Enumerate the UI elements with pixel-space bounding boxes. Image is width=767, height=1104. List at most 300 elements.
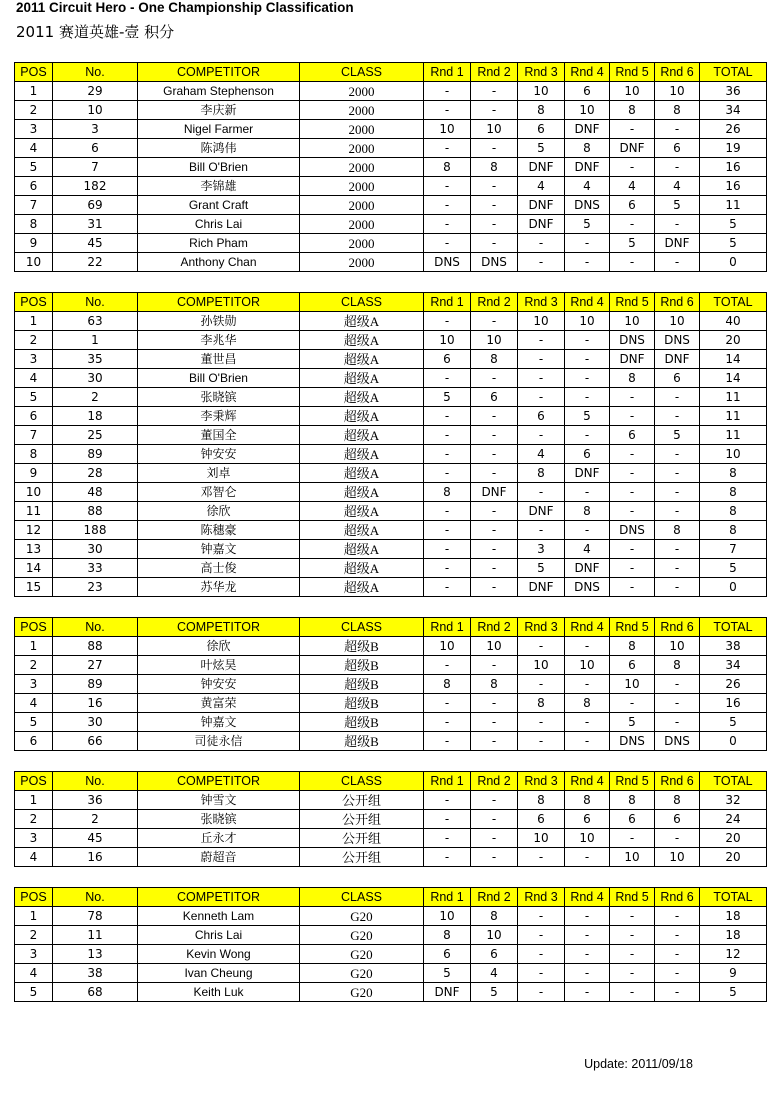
rnd4-cell: 10	[565, 101, 610, 120]
update-date: Update: 2011/09/18	[584, 1057, 693, 1071]
table-row	[15, 829, 767, 848]
competitor-cell: Kenneth Lam	[138, 907, 300, 926]
rnd2-cell: -	[471, 312, 518, 331]
total-cell: 8	[700, 483, 767, 502]
rnd3-cell: 10	[518, 829, 565, 848]
rnd6-cell: -	[655, 907, 700, 926]
rnd4-cell: -	[565, 331, 610, 350]
pos-cell: 2	[15, 810, 53, 829]
rnd3-cell: 5	[518, 559, 565, 578]
total-cell: 11	[700, 407, 767, 426]
rnd4-cell: -	[565, 675, 610, 694]
rnd5-cell: 10	[610, 848, 655, 867]
rnd1-cell: -	[424, 312, 471, 331]
table-row	[15, 331, 767, 350]
competitor-cell: 李秉辉	[138, 407, 300, 426]
rnd5-cell: 4	[610, 177, 655, 196]
header-row	[15, 293, 767, 312]
class-cell: 超级B	[300, 637, 424, 656]
class-cell: 超级A	[300, 331, 424, 350]
class-cell: 超级A	[300, 521, 424, 540]
competitor-cell: 李兆华	[138, 331, 300, 350]
class-cell: 2000	[300, 196, 424, 215]
class-cell: 超级A	[300, 312, 424, 331]
total-cell: 5	[700, 234, 767, 253]
rnd6-cell: -	[655, 945, 700, 964]
pos-cell: 9	[15, 464, 53, 483]
rnd5-cell: DNS	[610, 732, 655, 751]
column-header-rnd3: Rnd 3	[518, 293, 565, 312]
class-cell: 超级A	[300, 350, 424, 369]
rnd2-cell: -	[471, 713, 518, 732]
number-cell: 68	[53, 983, 138, 1002]
number-cell: 89	[53, 675, 138, 694]
total-cell: 8	[700, 464, 767, 483]
rnd3-cell: -	[518, 732, 565, 751]
rnd6-cell: -	[655, 483, 700, 502]
column-header-competitor: COMPETITOR	[138, 618, 300, 637]
page-title: 2011 Circuit Hero - One Championship Classification	[16, 0, 354, 15]
rnd2-cell: -	[471, 656, 518, 675]
column-header-total: TOTAL	[700, 63, 767, 82]
rnd4-cell: -	[565, 983, 610, 1002]
competitor-cell: 苏华龙	[138, 578, 300, 597]
rnd6-cell: -	[655, 713, 700, 732]
competitor-cell: 高士俊	[138, 559, 300, 578]
class-cell: 超级A	[300, 578, 424, 597]
rnd6-cell: DNF	[655, 350, 700, 369]
pos-cell: 6	[15, 732, 53, 751]
rnd3-cell: -	[518, 907, 565, 926]
rnd1-cell: -	[424, 578, 471, 597]
number-cell: 35	[53, 350, 138, 369]
rnd3-cell: 6	[518, 810, 565, 829]
rnd4-cell: DNF	[565, 559, 610, 578]
rnd5-cell: -	[610, 502, 655, 521]
rnd6-cell: -	[655, 158, 700, 177]
table-row	[15, 791, 767, 810]
number-cell: 38	[53, 964, 138, 983]
rnd5-cell: -	[610, 445, 655, 464]
column-header-rnd2: Rnd 2	[471, 293, 518, 312]
pos-cell: 11	[15, 502, 53, 521]
total-cell: 16	[700, 158, 767, 177]
rnd1-cell: -	[424, 713, 471, 732]
rnd6-cell: -	[655, 388, 700, 407]
class-cell: 超级B	[300, 713, 424, 732]
table-row	[15, 926, 767, 945]
table-row	[15, 675, 767, 694]
pos-cell: 10	[15, 483, 53, 502]
rnd2-cell: -	[471, 694, 518, 713]
column-header-pos: POS	[15, 772, 53, 791]
pos-cell: 4	[15, 369, 53, 388]
rnd1-cell: -	[424, 215, 471, 234]
pos-cell: 5	[15, 158, 53, 177]
rnd1-cell: -	[424, 559, 471, 578]
column-header-rnd3: Rnd 3	[518, 63, 565, 82]
rnd6-cell: 10	[655, 82, 700, 101]
column-header-rnd1: Rnd 1	[424, 293, 471, 312]
table-row	[15, 215, 767, 234]
rnd6-cell: -	[655, 926, 700, 945]
rnd1-cell: -	[424, 791, 471, 810]
table-row	[15, 983, 767, 1002]
competitor-cell: 钟嘉文	[138, 713, 300, 732]
rnd4-cell: 4	[565, 177, 610, 196]
rnd2-cell: -	[471, 810, 518, 829]
number-cell: 88	[53, 502, 138, 521]
rnd6-cell: -	[655, 694, 700, 713]
rnd5-cell: 5	[610, 713, 655, 732]
number-cell: 28	[53, 464, 138, 483]
rnd3-cell: -	[518, 983, 565, 1002]
total-cell: 0	[700, 578, 767, 597]
rnd4-cell: 5	[565, 215, 610, 234]
class-cell: 公开组	[300, 810, 424, 829]
pos-cell: 1	[15, 791, 53, 810]
rnd4-cell: -	[565, 848, 610, 867]
rnd2-cell: 8	[471, 675, 518, 694]
competitor-cell: 董世昌	[138, 350, 300, 369]
rnd1-cell: 8	[424, 926, 471, 945]
number-cell: 23	[53, 578, 138, 597]
rnd1-cell: -	[424, 502, 471, 521]
class-cell: G20	[300, 983, 424, 1002]
rnd3-cell: 8	[518, 791, 565, 810]
rnd5-cell: 6	[610, 196, 655, 215]
competitor-cell: 丘永才	[138, 829, 300, 848]
table-row	[15, 388, 767, 407]
column-header-rnd4: Rnd 4	[565, 63, 610, 82]
number-cell: 30	[53, 713, 138, 732]
total-cell: 8	[700, 502, 767, 521]
pos-cell: 6	[15, 177, 53, 196]
standings-table	[14, 887, 767, 1002]
rnd1-cell: 6	[424, 945, 471, 964]
rnd2-cell: -	[471, 82, 518, 101]
rnd3-cell: DNF	[518, 502, 565, 521]
column-header-total: TOTAL	[700, 772, 767, 791]
rnd1-cell: 10	[424, 331, 471, 350]
class-cell: G20	[300, 907, 424, 926]
pos-cell: 3	[15, 945, 53, 964]
number-cell: 63	[53, 312, 138, 331]
class-cell: 2000	[300, 101, 424, 120]
column-header-rnd5: Rnd 5	[610, 772, 655, 791]
column-header-number: No.	[53, 63, 138, 82]
rnd3-cell: -	[518, 637, 565, 656]
rnd3-cell: -	[518, 926, 565, 945]
number-cell: 7	[53, 158, 138, 177]
total-cell: 38	[700, 637, 767, 656]
column-header-rnd3: Rnd 3	[518, 618, 565, 637]
table-row	[15, 158, 767, 177]
number-cell: 16	[53, 848, 138, 867]
rnd5-cell: -	[610, 540, 655, 559]
number-cell: 3	[53, 120, 138, 139]
rnd4-cell: DNF	[565, 158, 610, 177]
rnd6-cell: 10	[655, 637, 700, 656]
rnd1-cell: -	[424, 521, 471, 540]
pos-cell: 14	[15, 559, 53, 578]
class-cell: 2000	[300, 215, 424, 234]
pos-cell: 12	[15, 521, 53, 540]
rnd6-cell: -	[655, 464, 700, 483]
competitor-cell: Graham Stephenson	[138, 82, 300, 101]
rnd4-cell: 6	[565, 445, 610, 464]
rnd1-cell: 8	[424, 483, 471, 502]
pos-cell: 4	[15, 848, 53, 867]
table-row	[15, 502, 767, 521]
competitor-cell: 孙铁勋	[138, 312, 300, 331]
table-row	[15, 559, 767, 578]
column-header-rnd3: Rnd 3	[518, 772, 565, 791]
rnd2-cell: -	[471, 139, 518, 158]
rnd2-cell: 6	[471, 388, 518, 407]
rnd1-cell: -	[424, 196, 471, 215]
total-cell: 26	[700, 675, 767, 694]
rnd5-cell: DNS	[610, 331, 655, 350]
column-header-rnd4: Rnd 4	[565, 618, 610, 637]
number-cell: 1	[53, 331, 138, 350]
rnd6-cell: 4	[655, 177, 700, 196]
column-header-rnd1: Rnd 1	[424, 63, 471, 82]
rnd1-cell: DNS	[424, 253, 471, 272]
column-header-pos: POS	[15, 888, 53, 907]
rnd4-cell: -	[565, 483, 610, 502]
number-cell: 88	[53, 637, 138, 656]
column-header-rnd6: Rnd 6	[655, 618, 700, 637]
rnd5-cell: -	[610, 464, 655, 483]
rnd3-cell: DNF	[518, 578, 565, 597]
number-cell: 45	[53, 829, 138, 848]
rnd3-cell: -	[518, 848, 565, 867]
rnd1-cell: -	[424, 694, 471, 713]
rnd5-cell: 8	[610, 101, 655, 120]
competitor-cell: 钟安安	[138, 445, 300, 464]
competitor-cell: 董国全	[138, 426, 300, 445]
rnd5-cell: -	[610, 926, 655, 945]
table-row	[15, 656, 767, 675]
number-cell: 45	[53, 234, 138, 253]
competitor-cell: 徐欣	[138, 502, 300, 521]
rnd2-cell: 4	[471, 964, 518, 983]
rnd1-cell: -	[424, 139, 471, 158]
rnd3-cell: -	[518, 388, 565, 407]
column-header-competitor: COMPETITOR	[138, 888, 300, 907]
rnd6-cell: DNF	[655, 234, 700, 253]
table-row	[15, 196, 767, 215]
rnd3-cell: -	[518, 675, 565, 694]
rnd5-cell: -	[610, 407, 655, 426]
rnd2-cell: -	[471, 578, 518, 597]
number-cell: 2	[53, 388, 138, 407]
column-header-class: CLASS	[300, 618, 424, 637]
total-cell: 26	[700, 120, 767, 139]
rnd5-cell: 6	[610, 426, 655, 445]
table-row	[15, 810, 767, 829]
rnd5-cell: -	[610, 983, 655, 1002]
total-cell: 18	[700, 926, 767, 945]
rnd3-cell: DNF	[518, 158, 565, 177]
rnd2-cell: 8	[471, 158, 518, 177]
pos-cell: 3	[15, 350, 53, 369]
rnd2-cell: -	[471, 369, 518, 388]
table-row	[15, 945, 767, 964]
rnd2-cell: 6	[471, 945, 518, 964]
column-header-class: CLASS	[300, 293, 424, 312]
column-header-pos: POS	[15, 63, 53, 82]
number-cell: 10	[53, 101, 138, 120]
total-cell: 7	[700, 540, 767, 559]
class-cell: 超级A	[300, 559, 424, 578]
pos-cell: 2	[15, 656, 53, 675]
competitor-cell: Ivan Cheung	[138, 964, 300, 983]
table-row	[15, 350, 767, 369]
standings-table	[14, 62, 767, 272]
number-cell: 31	[53, 215, 138, 234]
rnd5-cell: -	[610, 388, 655, 407]
total-cell: 5	[700, 713, 767, 732]
rnd2-cell: 10	[471, 331, 518, 350]
pos-cell: 5	[15, 388, 53, 407]
rnd5-cell: 10	[610, 675, 655, 694]
total-cell: 20	[700, 848, 767, 867]
rnd3-cell: 10	[518, 656, 565, 675]
column-header-rnd2: Rnd 2	[471, 888, 518, 907]
rnd1-cell: -	[424, 656, 471, 675]
competitor-cell: Grant Craft	[138, 196, 300, 215]
class-cell: 2000	[300, 139, 424, 158]
rnd3-cell: 3	[518, 540, 565, 559]
column-header-competitor: COMPETITOR	[138, 63, 300, 82]
column-header-rnd4: Rnd 4	[565, 293, 610, 312]
table-row	[15, 253, 767, 272]
competitor-cell: 邓智仑	[138, 483, 300, 502]
rnd3-cell: -	[518, 350, 565, 369]
competitor-cell: 李庆新	[138, 101, 300, 120]
header-row	[15, 618, 767, 637]
column-header-number: No.	[53, 772, 138, 791]
pos-cell: 5	[15, 713, 53, 732]
competitor-cell: 钟嘉文	[138, 540, 300, 559]
rnd6-cell: 10	[655, 848, 700, 867]
rnd4-cell: -	[565, 964, 610, 983]
rnd1-cell: 8	[424, 158, 471, 177]
table-row	[15, 426, 767, 445]
rnd1-cell: -	[424, 848, 471, 867]
number-cell: 66	[53, 732, 138, 751]
rnd2-cell: -	[471, 848, 518, 867]
class-cell: 2000	[300, 234, 424, 253]
rnd6-cell: -	[655, 964, 700, 983]
table-row	[15, 964, 767, 983]
rnd2-cell: DNF	[471, 483, 518, 502]
rnd5-cell: -	[610, 559, 655, 578]
rnd5-cell: -	[610, 964, 655, 983]
number-cell: 36	[53, 791, 138, 810]
class-cell: 2000	[300, 177, 424, 196]
rnd1-cell: -	[424, 540, 471, 559]
header-row	[15, 888, 767, 907]
column-header-competitor: COMPETITOR	[138, 772, 300, 791]
column-header-pos: POS	[15, 618, 53, 637]
rnd5-cell: -	[610, 120, 655, 139]
rnd3-cell: -	[518, 964, 565, 983]
competitor-cell: 陈鸿伟	[138, 139, 300, 158]
class-cell: G20	[300, 964, 424, 983]
rnd2-cell: -	[471, 101, 518, 120]
rnd1-cell: -	[424, 234, 471, 253]
column-header-rnd2: Rnd 2	[471, 618, 518, 637]
rnd2-cell: -	[471, 464, 518, 483]
total-cell: 11	[700, 196, 767, 215]
rnd6-cell: DNS	[655, 331, 700, 350]
number-cell: 48	[53, 483, 138, 502]
rnd6-cell: -	[655, 253, 700, 272]
total-cell: 10	[700, 445, 767, 464]
rnd6-cell: 6	[655, 139, 700, 158]
table-row	[15, 464, 767, 483]
rnd6-cell: -	[655, 445, 700, 464]
pos-cell: 7	[15, 426, 53, 445]
rnd1-cell: 5	[424, 964, 471, 983]
class-cell: 超级A	[300, 407, 424, 426]
rnd5-cell: DNS	[610, 521, 655, 540]
rnd4-cell: DNF	[565, 464, 610, 483]
table-row	[15, 540, 767, 559]
column-header-total: TOTAL	[700, 618, 767, 637]
rnd4-cell: 6	[565, 810, 610, 829]
rnd1-cell: -	[424, 732, 471, 751]
rnd3-cell: 8	[518, 101, 565, 120]
column-header-rnd1: Rnd 1	[424, 888, 471, 907]
rnd2-cell: 5	[471, 983, 518, 1002]
total-cell: 24	[700, 810, 767, 829]
column-header-class: CLASS	[300, 772, 424, 791]
rnd5-cell: 8	[610, 791, 655, 810]
table-row	[15, 848, 767, 867]
rnd6-cell: 8	[655, 101, 700, 120]
rnd1-cell: -	[424, 407, 471, 426]
table-row	[15, 407, 767, 426]
total-cell: 8	[700, 521, 767, 540]
column-header-rnd1: Rnd 1	[424, 618, 471, 637]
rnd3-cell: -	[518, 253, 565, 272]
rnd4-cell: 8	[565, 694, 610, 713]
number-cell: 22	[53, 253, 138, 272]
competitor-cell: 钟雪文	[138, 791, 300, 810]
column-header-rnd2: Rnd 2	[471, 63, 518, 82]
total-cell: 34	[700, 656, 767, 675]
column-header-number: No.	[53, 618, 138, 637]
total-cell: 5	[700, 215, 767, 234]
rnd4-cell: -	[565, 369, 610, 388]
total-cell: 20	[700, 331, 767, 350]
rnd6-cell: 8	[655, 791, 700, 810]
column-header-total: TOTAL	[700, 293, 767, 312]
column-header-rnd6: Rnd 6	[655, 772, 700, 791]
rnd2-cell: -	[471, 177, 518, 196]
number-cell: 6	[53, 139, 138, 158]
pos-cell: 3	[15, 120, 53, 139]
rnd1-cell: 5	[424, 388, 471, 407]
total-cell: 36	[700, 82, 767, 101]
pos-cell: 1	[15, 907, 53, 926]
standings-table	[14, 771, 767, 867]
rnd6-cell: 6	[655, 810, 700, 829]
